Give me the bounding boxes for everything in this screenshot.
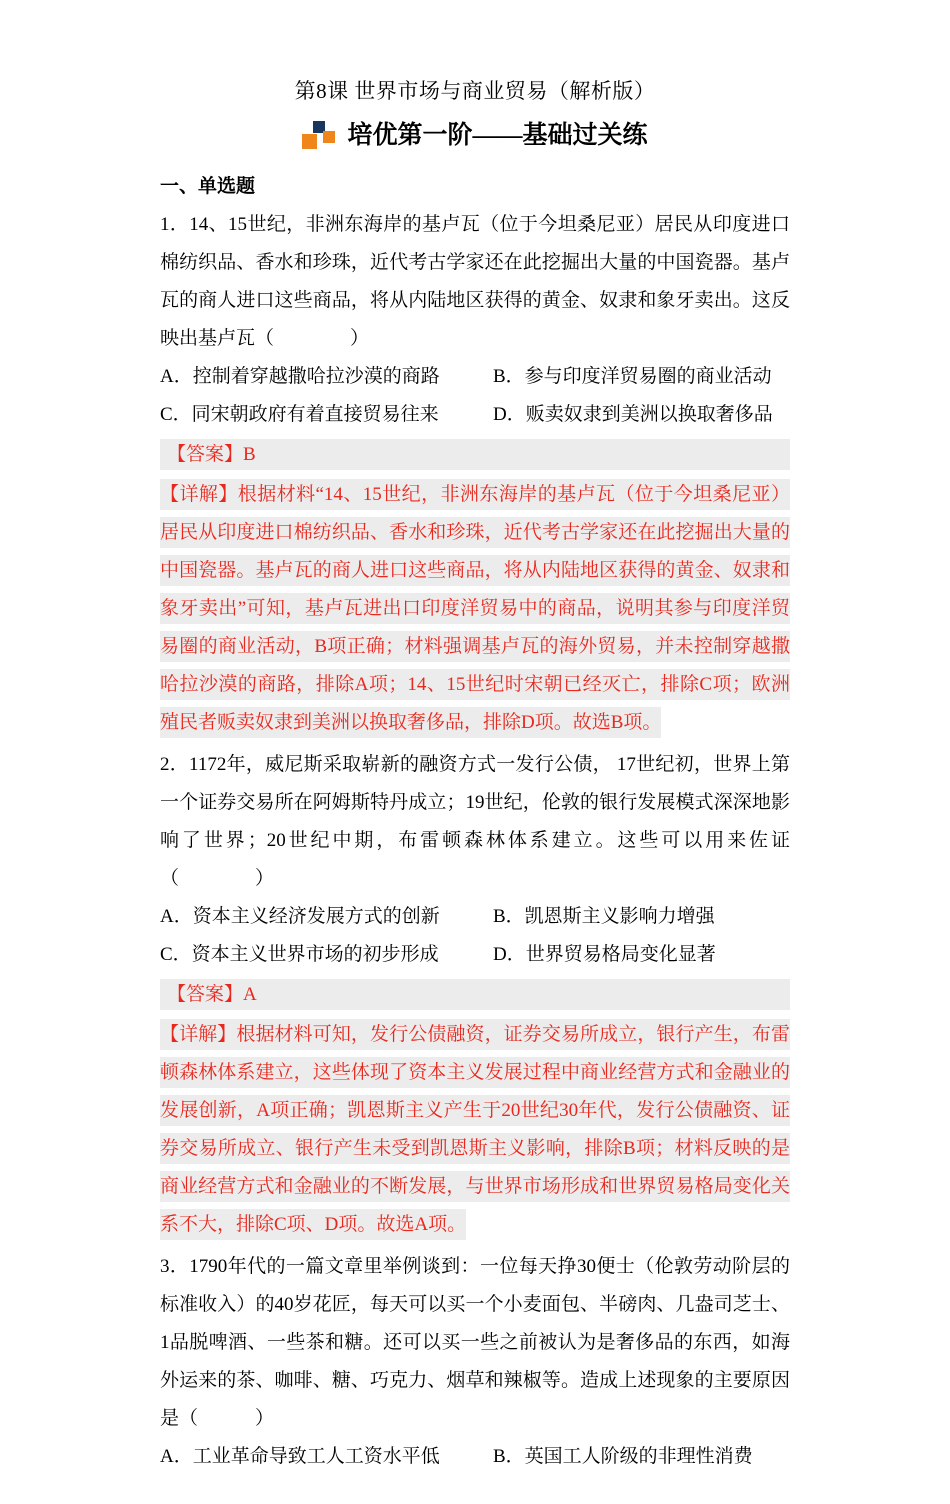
- question-stem: 3．1790年代的一篇文章里举例谈到：一位每天挣30便士（伦敦劳动阶层的标准收入）的40岁花匠，每天可以买一个小麦面包、半磅肉、几盎司芝士、1品脱啤酒、一些茶和糖。还可以买一些之前被认为是奢侈品的东西，如海外运来的茶、咖啡、糖、巧克力、烟草和辣椒等。造成上述现象的主要原因是（ ）: [160, 1256, 790, 1429]
- page-title: 第8课 世界市场与商业贸易（解析版）: [294, 79, 656, 103]
- question-2: [160, 746, 790, 1244]
- option-b: B．参与印度洋贸易圈的商业活动: [493, 366, 772, 387]
- options-grid: [160, 358, 790, 434]
- option-b: B．凯恩斯主义影响力增强: [493, 906, 715, 927]
- question-stem: 1．14、15世纪，非洲东海岸的基卢瓦（位于今坦桑尼亚）居民从印度进口棉纺织品、香水和珍珠，近代考古学家还在此挖掘出大量的中国瓷器。基卢瓦的商人进口这些商品，将从内陆地区获得的黄金、奴隶和象牙卖出。这反映出基卢瓦（ ）: [160, 214, 790, 349]
- banner: [160, 119, 790, 153]
- answer-row: [160, 979, 790, 1010]
- explanation: [160, 476, 790, 742]
- options-grid: [160, 1438, 790, 1476]
- option-a: A．控制着穿越撒哈拉沙漠的商路: [160, 366, 440, 387]
- answer-text: 【答案】A: [160, 979, 790, 1010]
- option-c: C．资本主义世界市场的初步形成: [160, 944, 439, 965]
- answer-row: [160, 439, 790, 470]
- option-a: A．工业革命导致工人工资水平低: [160, 1446, 440, 1467]
- answer-text: 【答案】B: [160, 439, 790, 470]
- question-1: [160, 206, 790, 742]
- section-heading: 一、单选题: [160, 176, 256, 197]
- option-d: D．世界贸易格局变化显著: [493, 944, 716, 965]
- banner-title: 培优第一阶——基础过关练: [347, 122, 648, 149]
- question-3: [160, 1248, 790, 1476]
- question-stem: 2．1172年，威尼斯采取崭新的融资方式一发行公债， 17世纪初，世界上第一个证券交易所在阿姆斯特丹成立；19世纪，伦敦的银行发展模式深深地影响了世界；20世纪中期，布雷顿森林体系建立。这些可以用来佐证（ ）: [160, 754, 790, 889]
- option-a: A．资本主义经济发展方式的创新: [160, 906, 440, 927]
- explanation-text: 【详解】根据材料可知，发行公债融资，证券交易所成立，银行产生，布雷顿森林体系建立，这些体现了资本主义发展过程中商业经营方式和金融业的发展创新，A项正确；凯恩斯主义产生于20世纪30年代，发行公债融资、证券交易所成立、银行产生未受到凯恩斯主义影响，排除B项；材料反映的是商业经营方式和金融业的不断发展，与世界市场形成和世界贸易格局变化关系不大，排除C项、D项。故选A项。: [160, 1019, 790, 1240]
- explanation-text: 【详解】根据材料“14、15世纪，非洲东海岸的基卢瓦（位于今坦桑尼亚）居民从印度进口棉纺织品、香水和珍珠，近代考古学家还在此挖掘出大量的中国瓷器。基卢瓦的商人进口这些商品，将从内陆地区获得的黄金、奴隶和象牙卖出”可知，基卢瓦进出口印度洋贸易中的商品，说明其参与印度洋贸易圈的商业活动，B项正确；材料强调基卢瓦的海外贸易，并未控制穿越撒哈拉沙漠的商路，排除A项；14、15世纪时宋朝已经灭亡，排除C项；欧洲殖民者贩卖奴隶到美洲以换取奢侈品，排除D项。故选B项。: [160, 479, 790, 738]
- explanation: [160, 1016, 790, 1244]
- option-b: B．英国工人阶级的非理性消费: [493, 1446, 753, 1467]
- option-c: C．同宋朝政府有着直接贸易往来: [160, 404, 439, 425]
- options-grid: [160, 898, 790, 974]
- option-d: D．贩卖奴隶到美洲以换取奢侈品: [493, 404, 773, 425]
- blocks-icon: [302, 120, 338, 152]
